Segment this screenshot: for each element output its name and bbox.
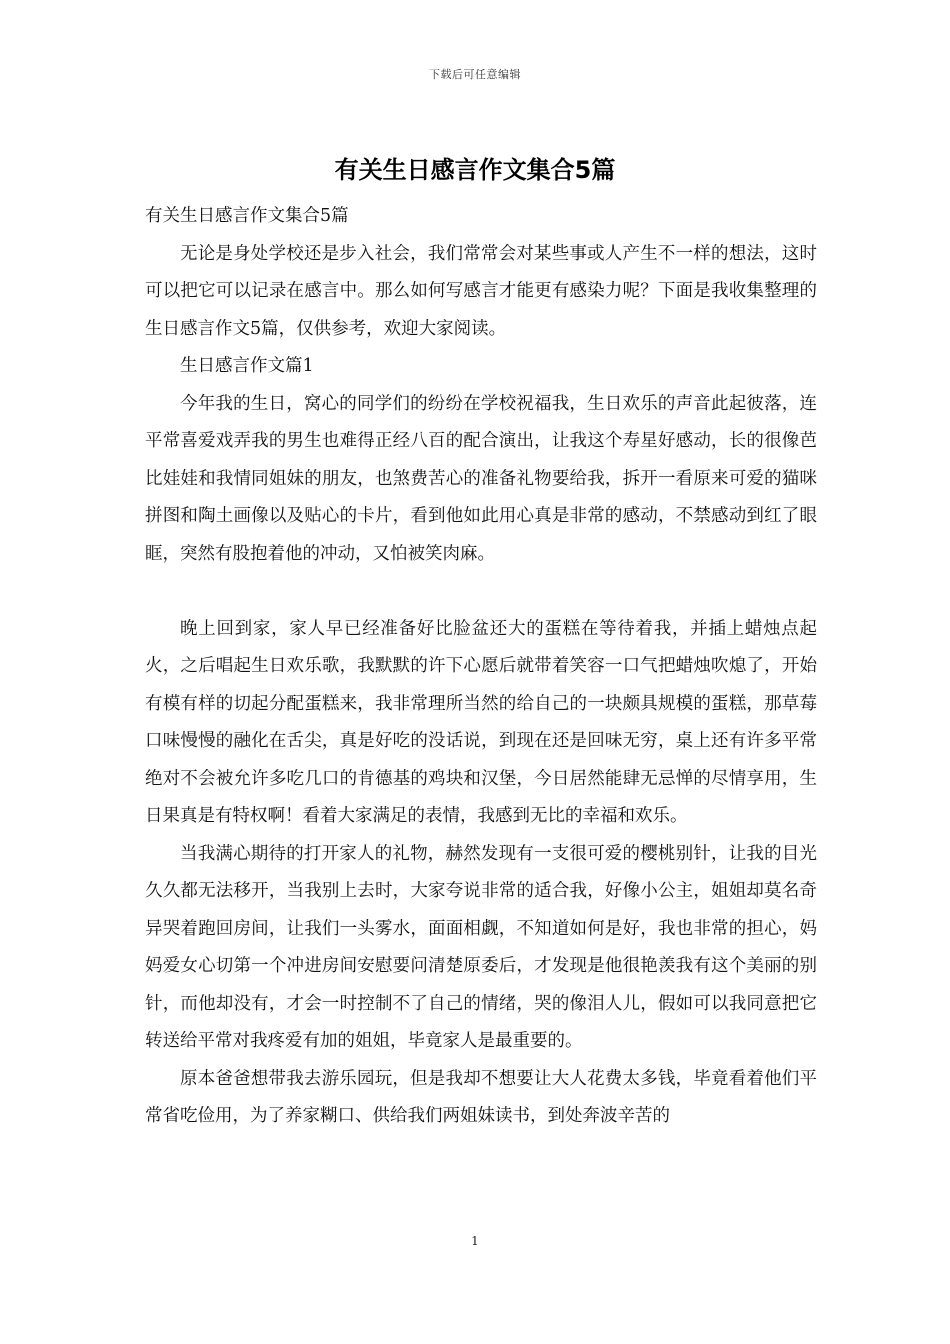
intro-paragraph: 无论是身处学校还是步入社会，我们常常会对某些事或人产生不一样的想法，这时可以把它可以记录在感言中。那么如何写感言才能更有感染力呢？下面是我收集整理的生日感言作文5篇，仅供参考，欢迎大家阅读。 <box>145 243 817 339</box>
document-subtitle: 有关生日感言作文集合5篇 <box>145 206 349 226</box>
body-paragraph: 晚上回到家，家人早已经准备好比脸盆还大的蛋糕在等待着我，并插上蜡烛点起火，之后唱起生日欢乐歌，我默默的许下心愿后就带着笑容一口气把蜡烛吹熄了，开始有模有样的切起分配蛋糕来，我非常理所当然的给自己的一块颇具规模的蛋糕，那草莓口味慢慢的融化在舌尖，真是好吃的没话说，到现在还是回味无穷，桌上还有许多平常绝对不会被允许多吃几口的肯德基的鸡块和汉堡，今日居然能肆无忌惮的尽情享用，生日果真是有特权啊！看着大家满足的表情，我感到无比的幸福和欢乐。 <box>145 618 817 826</box>
body-paragraph: 今年我的生日，窝心的同学们的纷纷在学校祝福我，生日欢乐的声音此起彼落，连平常喜爱戏弄我的男生也难得正经八百的配合演出，让我这个寿星好感动，长的很像芭比娃娃和我情同姐妹的朋友，也煞费苦心的准备礼物要给我，拆开一看原来可爱的猫咪拼图和陶土画像以及贴心的卡片，看到他如此用心真是非常的感动，不禁感动到红了眼眶，突然有股抱着他的冲动，又怕被笑肉麻。 <box>145 393 817 564</box>
page-header: 下载后可任意编辑 <box>429 68 521 81</box>
section-heading: 生日感言作文篇1 <box>180 356 314 376</box>
paragraph-spacer <box>145 573 817 611</box>
page-number: 1 <box>471 1234 479 1248</box>
body-paragraph: 当我满心期待的打开家人的礼物，赫然发现有一支很可爱的樱桃别针，让我的目光久久都无法移开，当我别上去时，大家夸说非常的适合我，好像小公主，姐姐却莫名奇异哭着跑回房间，让我们一头雾水，面面相觑，不知道如何是好，我也非常的担心，妈妈爱女心切第一个冲进房间安慰要问清楚原委后，才发现是他很艳羡我有这个美丽的别针，而他却没有，才会一时控制不了自己的情绪，哭的像泪人儿，假如可以我同意把它转送给平常对我疼爱有加的姐姐，毕竟家人是最重要的。 <box>145 843 817 1051</box>
body-paragraph: 原本爸爸想带我去游乐园玩，但是我却不想要让大人花费太多钱，毕竟看着他们平常省吃俭用，为了养家糊口、供给我们两姐妹读书，到处奔波辛苦的 <box>145 1068 817 1126</box>
document-body <box>145 198 817 1136</box>
document-title: 有关生日感言作文集合5篇 <box>334 156 616 184</box>
